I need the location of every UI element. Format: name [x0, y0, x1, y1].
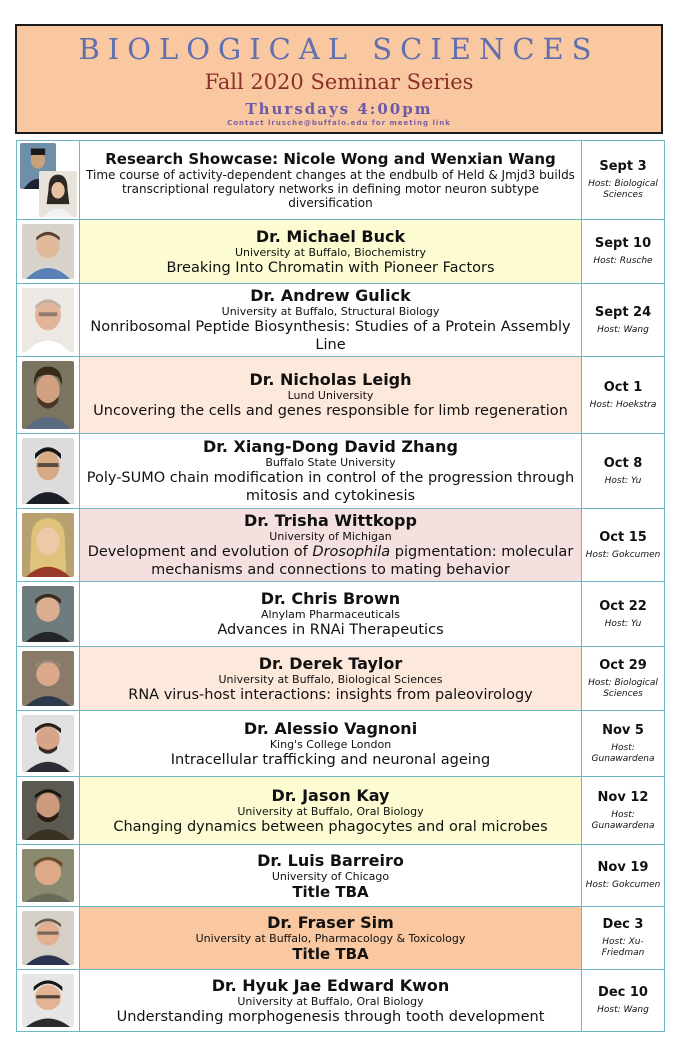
speaker-affiliation: University at Buffalo, Oral Biology: [237, 804, 424, 818]
talk-date: Nov 19: [597, 860, 649, 875]
talk-date: Sept 24: [594, 304, 652, 320]
speaker-affiliation: University at Buffalo, Oral Biology: [237, 994, 424, 1008]
speaker-photo: [22, 438, 74, 504]
date-cell: [582, 220, 664, 283]
speaker-affiliation: University of Michigan: [269, 530, 392, 543]
table-row: [17, 906, 664, 969]
talk-info-cell: [80, 284, 582, 356]
speaker-photo: [22, 911, 74, 965]
speaker-photo: [22, 361, 74, 429]
speaker-photo: [22, 781, 74, 840]
talk-host: Host: Hoekstra: [589, 399, 657, 410]
speaker-name: Dr. Xiang-Dong David Zhang: [203, 437, 458, 456]
speaker-name: Dr. Fraser Sim: [267, 913, 394, 932]
header-banner: [15, 24, 663, 134]
speaker-photo: [22, 586, 74, 642]
table-row: [17, 646, 664, 710]
talk-host: Host: Yu: [604, 475, 642, 486]
showcase-description: Time course of activity-dependent changes at the endbulb of Held & Jmjd3 builds transcriptional regulatory networks in defining motor neuron subtype diversification: [86, 168, 575, 210]
talk-date: Sept 3: [599, 159, 647, 174]
talk-title: Intracellular trafficking and neuronal ageing: [170, 751, 491, 768]
meeting-time: Thursdays 4:00pm: [245, 100, 433, 118]
talk-host: Host: Wang: [597, 324, 649, 335]
talk-info-cell: [80, 582, 582, 646]
speaker-affiliation: Alnylam Pharmaceuticals: [261, 608, 400, 621]
talk-host: Host: Rusche: [593, 256, 653, 266]
speaker-photo-cell: [17, 711, 80, 776]
talk-date: Sept 10: [594, 236, 652, 251]
speaker-photo-cell: [17, 434, 80, 508]
speaker-photo-cell: [17, 777, 80, 844]
speaker-affiliation: Buffalo State University: [265, 456, 396, 469]
talk-info-cell: [80, 434, 582, 508]
series-subtitle: Fall 2020 Seminar Series: [204, 70, 474, 94]
talk-title: RNA virus-host interactions: insights from paleovirology: [128, 686, 533, 703]
talk-info-cell: [80, 357, 582, 433]
talk-date: Nov 12: [597, 789, 649, 805]
speaker-photo: [22, 288, 74, 352]
table-row: [17, 219, 664, 283]
talk-title: Nonribosomal Peptide Biosynthesis: Studies of a Protein Assembly Line: [90, 319, 571, 353]
talk-date: Nov 5: [602, 722, 644, 738]
speaker-photo: [22, 849, 74, 902]
talk-title: Development and evolution of Drosophila pigmentation: molecular mechanisms and connections to mating behavior: [87, 544, 574, 578]
speaker-photo: [22, 715, 74, 772]
speaker-photo-cell: [17, 845, 80, 906]
talk-info-cell: [80, 907, 582, 969]
table-row-showcase: [17, 141, 664, 219]
speaker-name: Dr. Alessio Vagnoni: [243, 718, 418, 738]
speaker-affiliation: King's College London: [269, 737, 392, 751]
speaker-name: Dr. Jason Kay: [271, 785, 390, 805]
speaker-photo-cell: [17, 582, 80, 646]
speaker-affiliation: University at Buffalo, Biological Sciences: [218, 672, 443, 686]
talk-date: Oct 8: [603, 455, 643, 471]
talk-info-cell: [80, 509, 582, 581]
date-cell: [582, 357, 664, 433]
department-title: BIOLOGICAL SCIENCES: [78, 32, 600, 66]
speaker-photo-cell: [17, 357, 80, 433]
date-cell: [582, 647, 664, 710]
talk-host: Host: Biological Sciences: [588, 179, 658, 200]
speaker-photo-cell: [17, 907, 80, 969]
date-cell: [582, 582, 664, 646]
speaker-name: Dr. Luis Barreiro: [257, 850, 404, 870]
talk-date: Oct 29: [599, 657, 647, 673]
talk-info-cell: [80, 777, 582, 844]
speaker-affiliation: University at Buffalo, Biochemistry: [234, 245, 427, 259]
speaker-photo: [22, 974, 74, 1027]
talk-title: Advances in RNAi Therapeutics: [217, 622, 444, 638]
talk-info-cell: [80, 220, 582, 283]
talk-host: Host: Wang: [597, 1005, 649, 1015]
talk-title: Poly-SUMO chain modification in control of the progression through mitosis and cytokinesis: [86, 470, 575, 504]
speaker-name: Dr. Andrew Gulick: [250, 286, 411, 305]
table-row: [17, 283, 664, 356]
date-cell: [582, 434, 664, 508]
talk-info-cell: [80, 970, 582, 1031]
speaker-photo: [22, 651, 74, 706]
speaker-name: Dr. Trisha Wittkopp: [244, 511, 417, 530]
date-cell: [582, 284, 664, 356]
speaker-affiliation: University at Buffalo, Structural Biology: [221, 305, 440, 318]
speaker-name: Dr. Derek Taylor: [258, 653, 403, 673]
talk-info-cell: [80, 711, 582, 776]
date-cell: [582, 711, 664, 776]
speaker-photo: [22, 224, 74, 279]
table-row: [17, 776, 664, 844]
date-cell: [582, 845, 664, 906]
speaker-affiliation: University at Buffalo, Pharmacology & Toxicology: [195, 932, 466, 945]
date-cell: [582, 777, 664, 844]
talk-date: Oct 1: [603, 379, 643, 395]
speaker-photo-cell: [17, 970, 80, 1031]
seminar-schedule-table: [16, 140, 665, 1032]
talk-host: Host: Gokcumen: [585, 549, 661, 560]
speaker-photo-cell: [17, 509, 80, 581]
talk-date: Dec 10: [598, 985, 648, 1000]
speaker-name: Dr. Michael Buck: [255, 226, 406, 246]
talk-host: Host: Xu-Friedman: [601, 937, 645, 958]
speaker-name: Dr. Chris Brown: [260, 589, 401, 608]
talk-info-cell: [80, 845, 582, 906]
speaker-photo-cell: [17, 284, 80, 356]
talk-host: Host: Yu: [604, 618, 642, 629]
talk-title: Breaking Into Chromatin with Pioneer Factors: [166, 259, 495, 276]
contact-line: Contact lrusche@buffalo.edu for meeting link: [227, 119, 451, 127]
talk-date: Oct 22: [599, 598, 647, 614]
talk-title: Understanding morphogenesis through tooth development: [116, 1008, 545, 1025]
table-row: [17, 969, 664, 1031]
date-cell: [582, 509, 664, 581]
date-cell: [582, 141, 664, 219]
table-row: [17, 433, 664, 508]
speaker-photos-cell: [17, 141, 80, 219]
talk-host: Host: Gokcumen: [585, 880, 661, 890]
speaker-affiliation: University of Chicago: [271, 869, 390, 883]
table-row: [17, 581, 664, 646]
speaker-photo-cell: [17, 647, 80, 710]
table-row: [17, 508, 664, 581]
talk-date: Oct 15: [599, 529, 647, 545]
talk-host: Host: Gunawardena: [591, 742, 655, 764]
talk-title: Changing dynamics between phagocytes and oral microbes: [113, 818, 548, 835]
speaker-photo-cell: [17, 220, 80, 283]
talk-host: Host: Biological Sciences: [588, 677, 658, 699]
talk-title: Title TBA: [292, 945, 369, 963]
date-cell: [582, 970, 664, 1031]
talk-host: Host: Gunawardena: [591, 809, 655, 831]
talk-info-cell: [80, 647, 582, 710]
speaker-name: Dr. Nicholas Leigh: [249, 370, 412, 389]
showcase-title: Research Showcase: Nicole Wong and Wenxian Wang: [105, 150, 556, 168]
talk-title: Uncovering the cells and genes responsible for limb regeneration: [93, 403, 568, 419]
speaker-affiliation: Lund University: [287, 389, 374, 402]
table-row: [17, 710, 664, 776]
date-cell: [582, 907, 664, 969]
talk-date: Dec 3: [602, 917, 644, 932]
table-row: [17, 844, 664, 906]
table-row: [17, 356, 664, 433]
speaker-photo: [22, 513, 74, 577]
talk-title: Title TBA: [292, 882, 369, 901]
speaker-photo: [39, 171, 77, 217]
talk-info-cell: [80, 141, 582, 219]
speaker-name: Dr. Hyuk Jae Edward Kwon: [211, 975, 450, 995]
